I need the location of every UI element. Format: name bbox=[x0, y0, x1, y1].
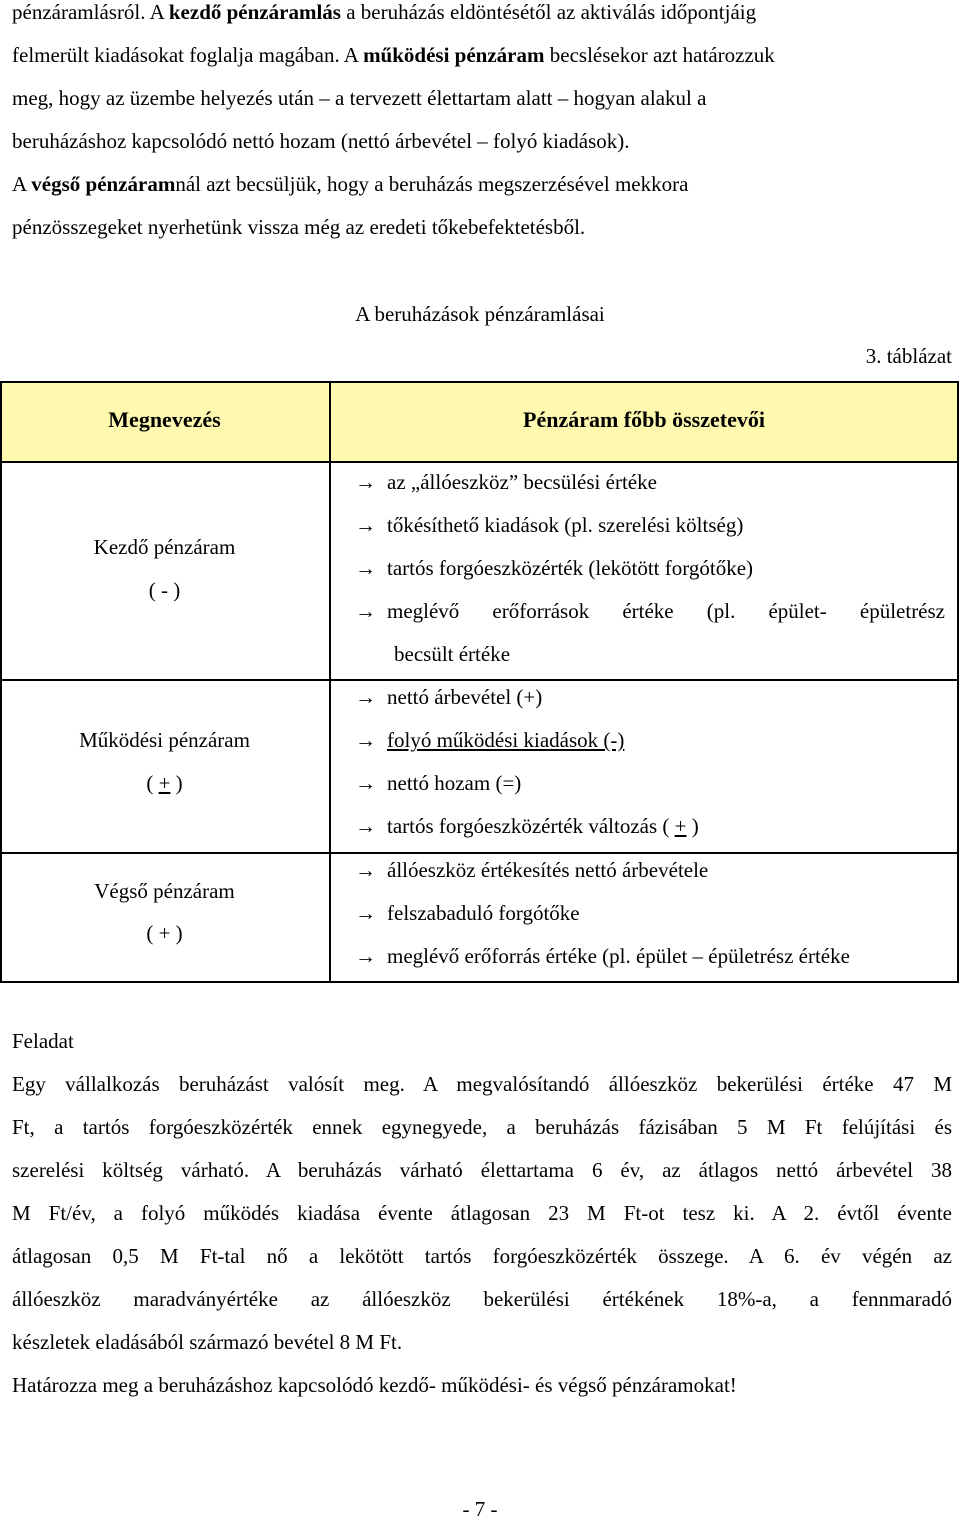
task-line: állóeszköz maradványértéke az állóeszköz bekerülési értékének 18%-a, a fennmaradó bbox=[12, 1287, 952, 1311]
header-components: Pénzáram főbb összetevői bbox=[523, 407, 765, 432]
task-line: Ft, a tartós forgóeszközérték ennek egynegyede, a beruházás fázisában 5 M Ft felújítási és bbox=[12, 1115, 952, 1139]
arrow-icon: → bbox=[355, 470, 376, 494]
list-item: → meglévő erőforrás értéke (pl. épület – épületrész értéke bbox=[355, 944, 850, 968]
arrow-icon: → bbox=[355, 728, 376, 752]
cash-flow-table bbox=[0, 381, 959, 983]
list-item: → tartós forgóeszközérték változás ( + ) bbox=[355, 814, 699, 838]
list-item: → folyó működési kiadások (-) bbox=[355, 728, 625, 752]
task-line: készletek eladásából származó bevétel 8 M Ft. bbox=[12, 1330, 403, 1354]
page-number: - 7 - bbox=[462, 1497, 498, 1521]
task-line: Egy vállalkozás beruházást valósít meg. A megvalósítandó állóeszköz bekerülési értéke 47 M bbox=[12, 1072, 952, 1096]
intro-line-1 bbox=[12, 2, 952, 23]
list-item: → tartós forgóeszközérték (lekötött forgótőke) bbox=[355, 556, 754, 580]
list-item: → az „állóeszköz” becsülési értéke bbox=[355, 470, 657, 494]
row-vegso-name: Végső pénzáram bbox=[94, 879, 235, 903]
arrow-icon: → bbox=[355, 858, 376, 882]
intro-line-3: meg, hogy az üzembe helyezés után – a tervezett élettartam alatt – hogyan alakul a bbox=[12, 86, 707, 110]
task-line: szerelési költség várható. A beruházás várható élettartama 6 év, az átlagos nettó árbevétel 38 bbox=[12, 1158, 952, 1182]
row-mukodesi-sign: ( + ) bbox=[146, 771, 183, 795]
arrow-icon: → bbox=[355, 901, 376, 925]
task-title: Feladat bbox=[12, 1029, 74, 1053]
intro-line-5: A végső pénzáramnál azt becsüljük, hogy a beruházás megszerzésével mekkora bbox=[12, 172, 689, 196]
row-mukodesi-name: Működési pénzáram bbox=[79, 728, 250, 752]
task-line: átlagosan 0,5 M Ft-tal nő a lekötött tartós forgóeszközérték összege. A 6. év végén az bbox=[12, 1244, 952, 1268]
task-line: M Ft/év, a folyó működés kiadása évente átlagosan 23 M Ft-ot tesz ki. A 2. évtől évente bbox=[12, 1201, 952, 1225]
list-item: → meglévő erőforrások értéke (pl. épület- épületrész bbox=[355, 599, 945, 623]
arrow-icon: → bbox=[355, 513, 376, 537]
list-item-continuation: becsült értéke bbox=[394, 642, 511, 666]
row-vegso-sign: ( + ) bbox=[146, 921, 183, 945]
row-kezdo-sign: ( - ) bbox=[148, 578, 181, 602]
intro-line-6: pénzösszegeket nyerhetünk vissza még az eredeti tőkebefektetésből. bbox=[12, 215, 586, 239]
intro-line-2: felmerült kiadásokat foglalja magában. A működési pénzáram becslésekor azt határozzuk bbox=[12, 43, 775, 67]
arrow-icon: → bbox=[355, 599, 376, 623]
arrow-icon: → bbox=[355, 556, 376, 580]
table-number: 3. táblázat bbox=[865, 344, 952, 368]
arrow-icon: → bbox=[355, 771, 376, 795]
table-caption: A beruházások pénzáramlásai bbox=[355, 302, 605, 326]
list-item: → nettó árbevétel (+) bbox=[355, 685, 543, 709]
row-kezdo-name: Kezdő pénzáram bbox=[93, 535, 236, 559]
arrow-icon: → bbox=[355, 814, 376, 838]
list-item: → állóeszköz értékesítés nettó árbevétele bbox=[355, 858, 709, 882]
arrow-icon: → bbox=[355, 944, 376, 968]
task-question: Határozza meg a beruházáshoz kapcsolódó kezdő- működési- és végső pénzáramokat! bbox=[12, 1373, 737, 1397]
list-item: → tőkésíthető kiadások (pl. szerelési költség) bbox=[355, 513, 744, 537]
list-item: → nettó hozam (=) bbox=[355, 771, 522, 795]
header-megnevezes: Megnevezés bbox=[108, 407, 221, 432]
list-item: → felszabaduló forgótőke bbox=[355, 901, 580, 925]
arrow-icon: → bbox=[355, 685, 376, 709]
intro-line-4: beruházáshoz kapcsolódó nettó hozam (nettó árbevétel – folyó kiadások). bbox=[12, 129, 630, 153]
intro-line-1-text: pénzáramlásról. A kezdő pénzáramlás a beruházás eldöntésétől az aktiválás időpontjáig bbox=[12, 0, 757, 24]
